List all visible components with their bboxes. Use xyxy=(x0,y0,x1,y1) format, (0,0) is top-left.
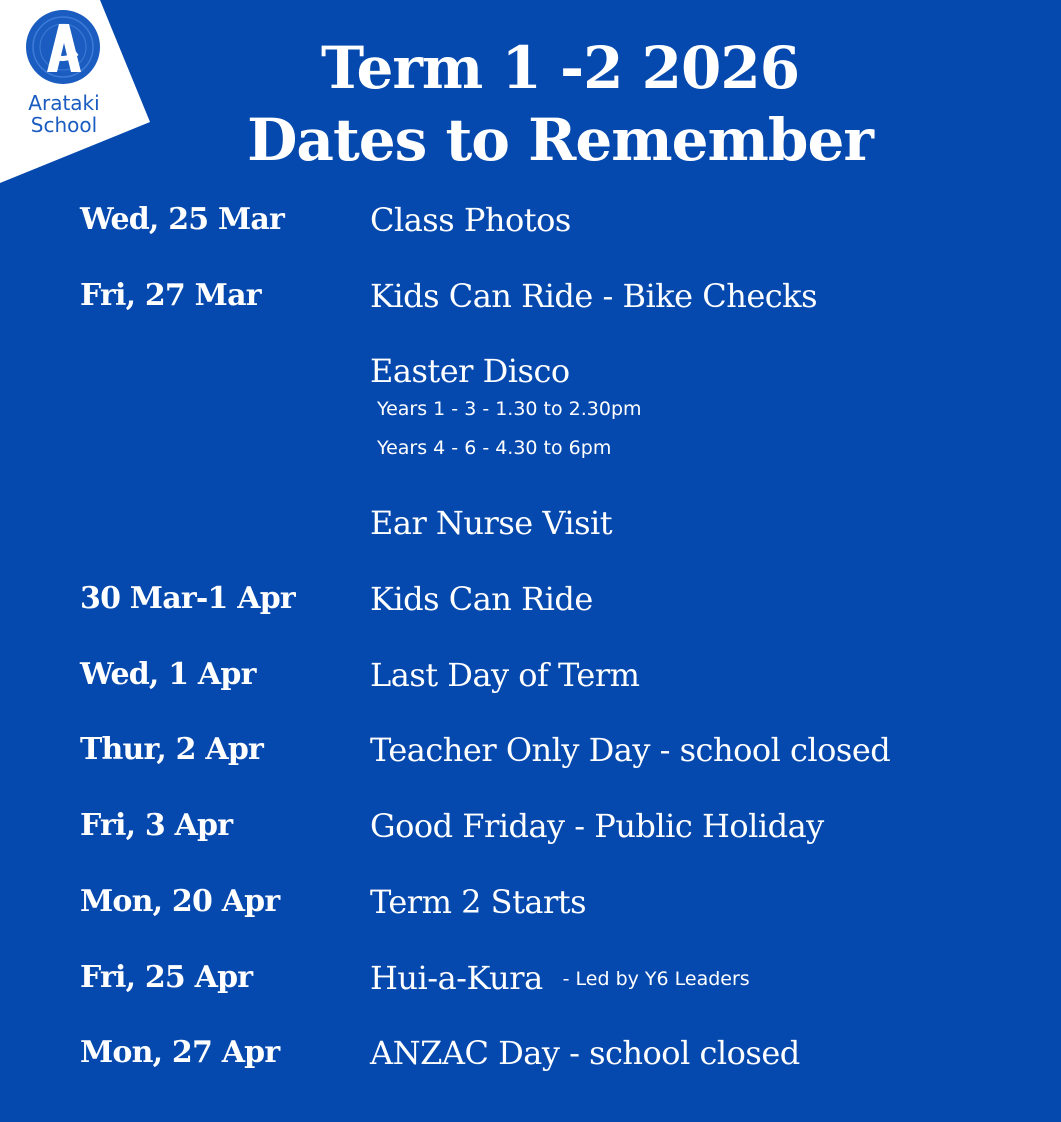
event-date: 30 Mar-1 Apr xyxy=(80,581,295,616)
event-title: Last Day of Term xyxy=(370,656,640,694)
event-title: Term 2 Starts xyxy=(370,883,587,921)
page-title xyxy=(180,32,940,176)
event-title: Kids Can Ride - Bike Checks xyxy=(370,277,817,315)
event-title-text: Hui-a-Kura xyxy=(370,959,543,997)
event-row xyxy=(80,503,1040,563)
event-title xyxy=(370,958,750,999)
event-row xyxy=(80,579,1040,639)
event-row xyxy=(80,882,1040,942)
event-title: Teacher Only Day - school closed xyxy=(370,731,891,769)
event-row xyxy=(80,351,1040,471)
logo-corner xyxy=(0,0,160,190)
event-date: Thur, 2 Apr xyxy=(80,732,264,767)
event-date: Wed, 25 Mar xyxy=(80,202,285,237)
event-row xyxy=(80,730,1040,790)
event-title: Class Photos xyxy=(370,201,571,239)
event-date: Fri, 3 Apr xyxy=(80,808,233,843)
event-date: Wed, 1 Apr xyxy=(80,657,256,692)
event-title: ANZAC Day - school closed xyxy=(370,1034,800,1072)
event-note: Years 1 - 3 - 1.30 to 2.30pm xyxy=(377,398,642,420)
title-line-2: Dates to Remember xyxy=(247,106,873,174)
event-title: Easter Disco xyxy=(370,352,570,390)
event-row xyxy=(80,806,1040,866)
event-date: Mon, 20 Apr xyxy=(80,884,280,919)
event-row xyxy=(80,958,1040,1018)
event-title: Ear Nurse Visit xyxy=(370,504,613,542)
event-date: Fri, 25 Apr xyxy=(80,960,253,995)
event-title: Good Friday - Public Holiday xyxy=(370,807,824,845)
logo-line-1: Arataki xyxy=(28,91,100,115)
event-date: Mon, 27 Apr xyxy=(80,1035,280,1070)
event-row xyxy=(80,655,1040,715)
event-inline-note: - Led by Y6 Leaders xyxy=(562,968,750,990)
logo-wordmark xyxy=(14,92,114,136)
title-line-1: Term 1 -2 2026 xyxy=(320,34,800,102)
event-row xyxy=(80,200,1040,260)
event-note: Years 4 - 6 - 4.30 to 6pm xyxy=(377,437,612,459)
event-row xyxy=(80,276,1040,336)
logo-line-2: School xyxy=(30,113,98,137)
event-title: Kids Can Ride xyxy=(370,580,593,618)
event-date: Fri, 27 Mar xyxy=(80,278,261,313)
event-row xyxy=(80,1033,1040,1093)
